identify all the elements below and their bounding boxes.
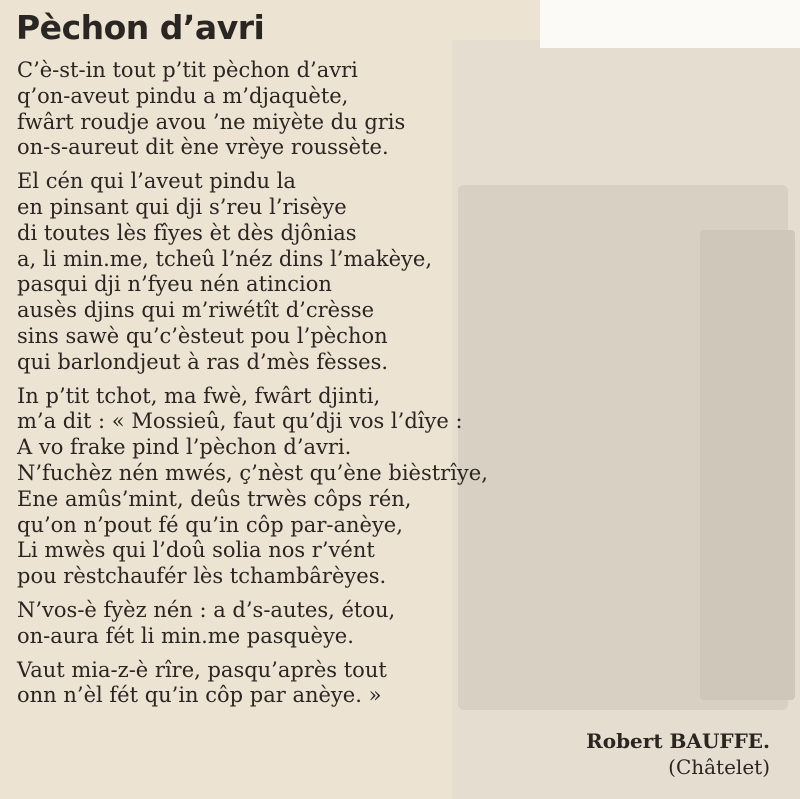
- poem-line: sins sawè qu’c’èsteut pou l’pèchon: [17, 323, 388, 348]
- poem-line: onn n’èl fét qu’in côp par anèye. »: [17, 683, 382, 708]
- bleed-through-photo-dark: [700, 230, 795, 700]
- poem-line: Li mwès qui l’doû solia nos r’vént: [17, 538, 375, 563]
- poem-line: N’fuchèz nén mwés, ç’nèst qu’ène bièstrîye,: [17, 460, 488, 485]
- poem-line: m’a dit : « Mossieû, faut qu’dji vos l’dîye :: [17, 409, 463, 434]
- paper-edge: [540, 0, 800, 48]
- poem-line: Ene amûs’mint, deûs trwès côps rén,: [17, 486, 412, 511]
- poem-line: fwârt roudje avou ’ne miyète du gris: [17, 109, 406, 134]
- poem-title: Pèchon d’avri: [16, 8, 265, 47]
- poem-line: El cén qui l’aveut pindu la: [17, 169, 296, 194]
- stanza-3: [17, 384, 577, 590]
- poem-line: ausès djins qui m’riwétît d’crèsse: [17, 298, 375, 323]
- poem-line: Vaut mia-z-è rîre, pasqu’après tout: [17, 657, 387, 682]
- author-place: (Châtelet): [668, 755, 770, 779]
- poem-line: N’vos-è fyèz nén : a d’s-autes, étou,: [17, 597, 396, 622]
- poem-line: A vo frake pind l’pèchon d’avri.: [17, 435, 352, 460]
- poem-line: a, li min.me, tcheû l’néz dins l’makèye,: [17, 246, 433, 271]
- poem-line: di toutes lès fîyes èt dès djônias: [17, 220, 357, 245]
- poem-line: C’è-st-in tout p’tit pèchon d’avri: [17, 58, 358, 82]
- poem-line: on-aura fét li min.me pasquèye.: [17, 623, 354, 648]
- poem-line: en pinsant qui dji s’reu l’risèye: [17, 194, 347, 219]
- stanza-5: [17, 658, 577, 710]
- stanza-1: [17, 58, 577, 161]
- poem-line: qu’on n’pout fé qu’in côp par-anèye,: [17, 512, 403, 537]
- poem-line: pou rèstchaufér lès tchambârèyes.: [17, 564, 387, 589]
- poem-line: q’on-aveut pindu a m’djaquète,: [17, 83, 349, 108]
- poem-line: on-s-aureut dit ène vrèye roussète.: [17, 135, 389, 160]
- poem-body: [17, 58, 577, 717]
- author-name: Robert BAUFFE.: [586, 729, 770, 753]
- stanza-2: [17, 169, 577, 375]
- poem-line: qui barlondjeut à ras d’mès fèsses.: [17, 349, 389, 374]
- stanza-4: [17, 598, 577, 650]
- poem-line: pasqui dji n’fyeu nén atincion: [17, 272, 332, 297]
- poem-line: In p’tit tchot, ma fwè, fwârt djinti,: [17, 383, 381, 408]
